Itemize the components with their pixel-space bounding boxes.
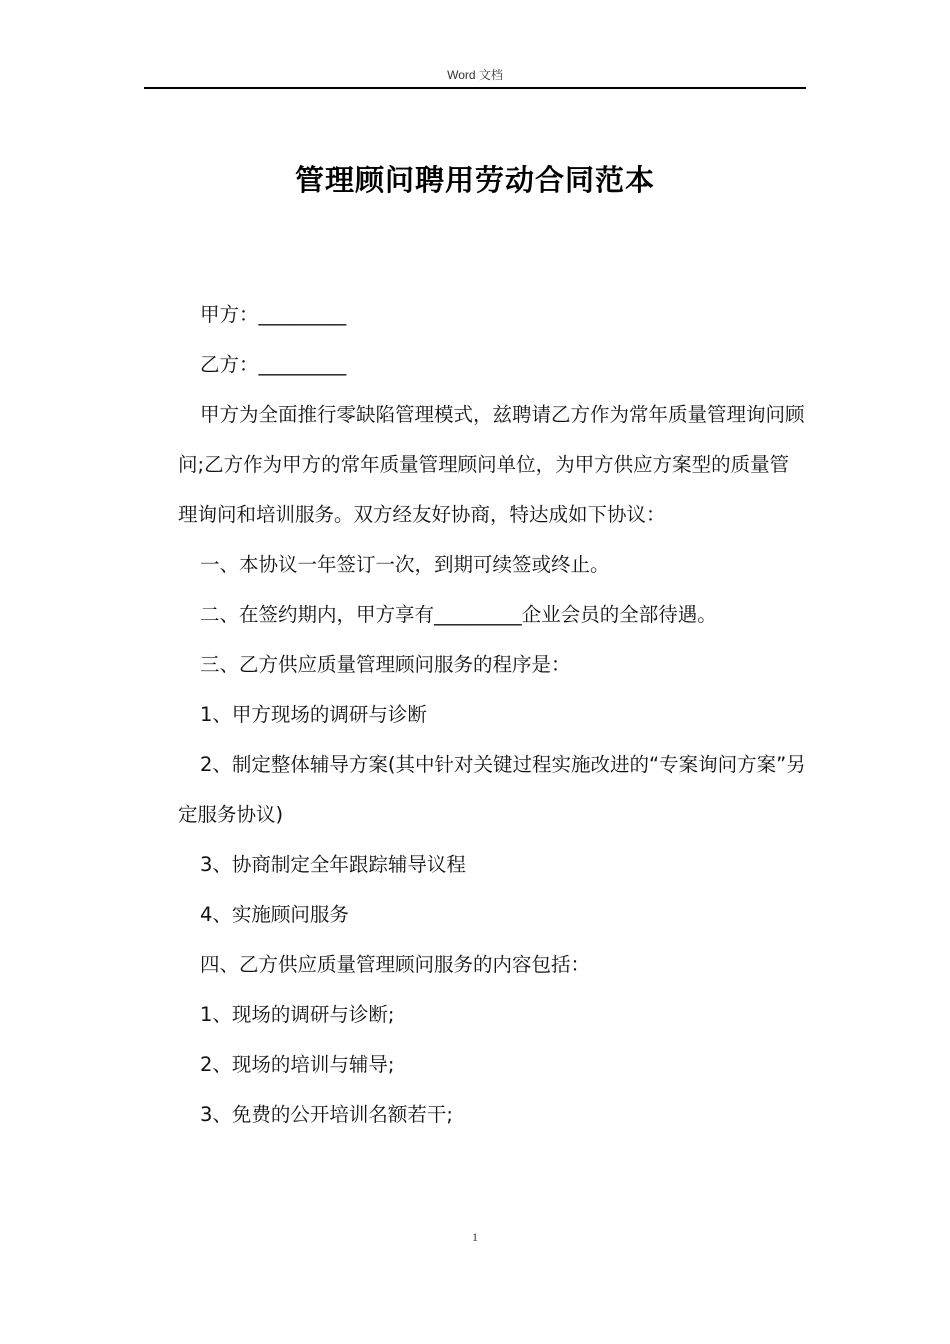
intro-paragraph: 甲方为全面推行零缺陷管理模式，兹聘请乙方作为常年质量管理询问顾问;乙方作为甲方的常年质量管理顾问单位，为甲方供应方案型的质量管理询问和培训服务。双方经友好协商，特达成如下协议：: [178, 403, 805, 526]
clause-3-item-2: 2、制定整体辅导方案(其中针对关键过程实施改进的“专案询问方案”另定服务协议): [178, 753, 806, 826]
document-body: [178, 290, 808, 1140]
clause-4-item-3: 3、免费的公开培训名额若干;: [200, 1103, 453, 1126]
document-title: 管理顾问聘用劳动合同范本: [294, 163, 655, 197]
clause-3-item-4: 4、实施顾问服务: [200, 903, 349, 926]
clause-3-item-1: 1、甲方现场的调研与诊断: [200, 703, 427, 726]
clause-1: 一、本协议一年签订一次，到期可续签或终止。: [200, 553, 610, 576]
clause-4-item-1: 1、现场的调研与诊断;: [200, 1003, 395, 1026]
page-number: 1: [472, 1230, 478, 1244]
clause-2: 二、在签约期内，甲方享有_________企业会员的全部待遇。: [200, 603, 717, 626]
page-header: Word 文档: [447, 68, 503, 82]
party-a-line: 甲方：_________: [200, 303, 347, 326]
clause-4: 四、乙方供应质量管理顾问服务的内容包括：: [200, 953, 591, 976]
clause-3-item-3: 3、协商制定全年跟踪辅导议程: [200, 853, 466, 876]
clause-4-item-2: 2、现场的培训与辅导;: [200, 1053, 395, 1076]
clause-3: 三、乙方供应质量管理顾问服务的程序是：: [200, 653, 571, 676]
header-divider: [144, 87, 806, 89]
party-b-line: 乙方：_________: [200, 353, 347, 376]
